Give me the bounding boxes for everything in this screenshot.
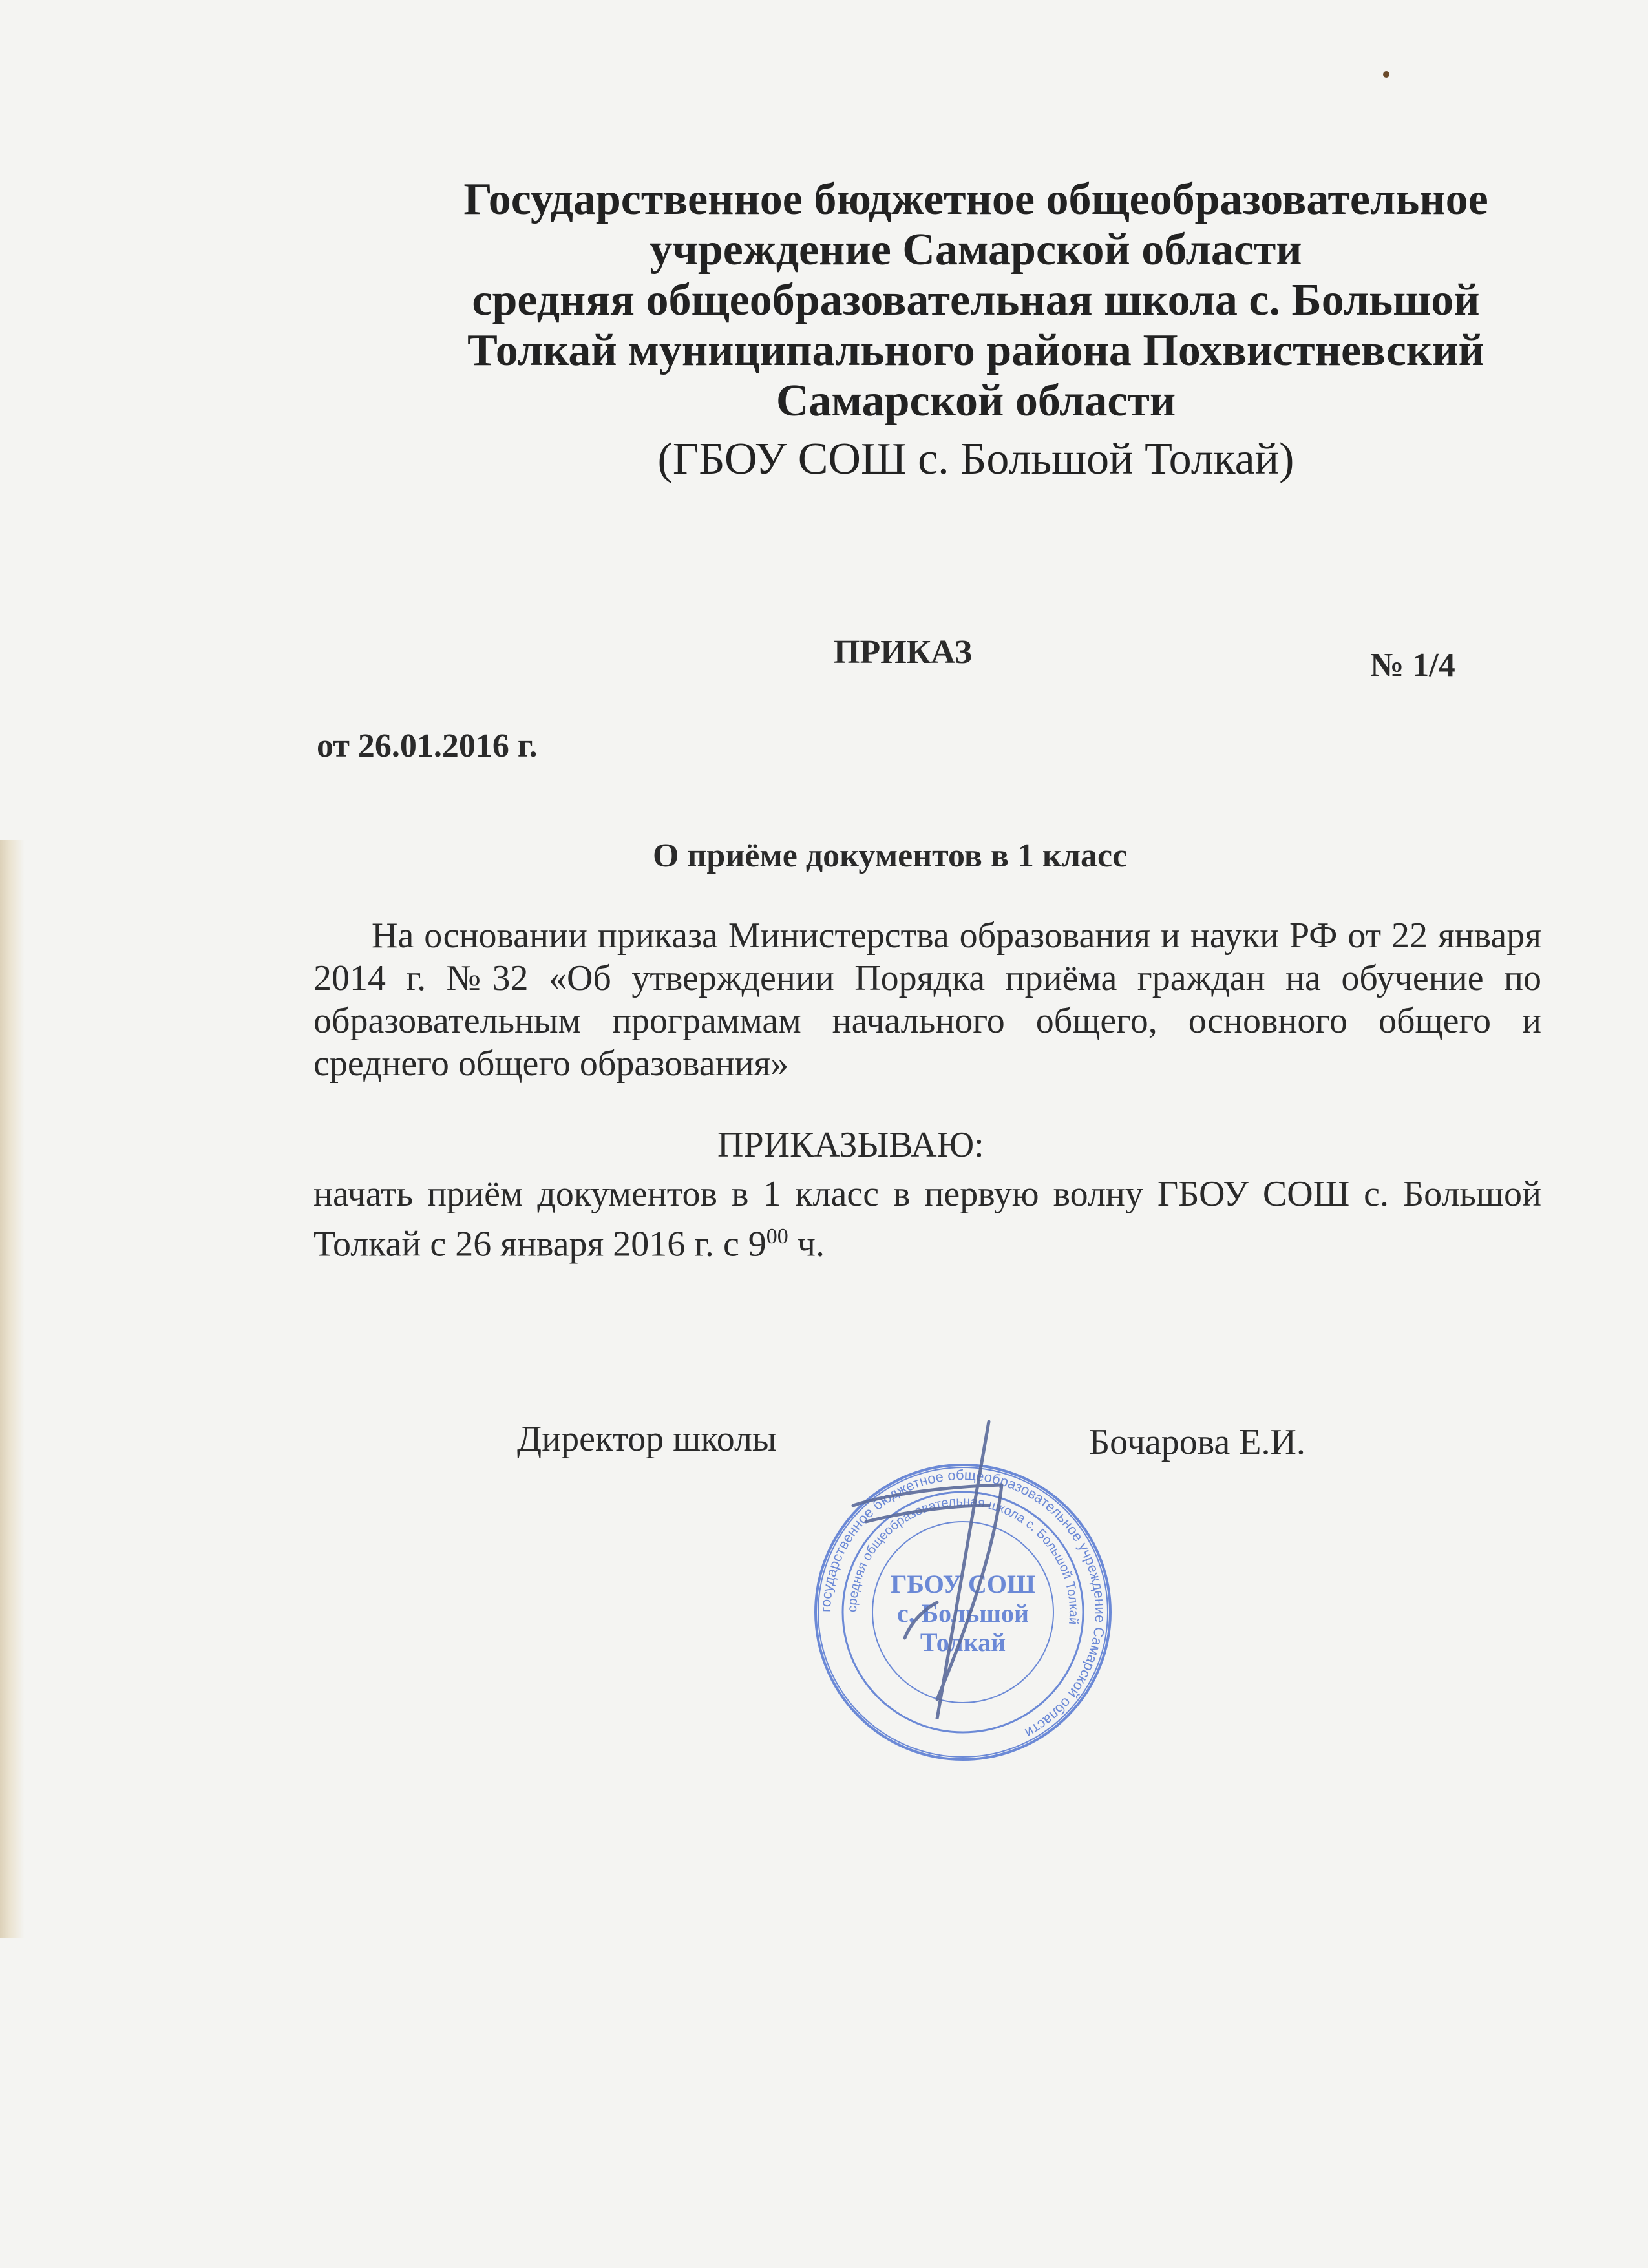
order-number: № 1/4 [1370,647,1455,684]
header-line-4: Толкай муниципального района Похвистневский [467,326,1484,375]
header-abbreviation: (ГБОУ СОШ с. Большой Толкай) [657,434,1294,484]
order-subject: О приёме документов в 1 класс [653,837,1128,874]
header-line-3: средняя общеобразовательная школа с. Большой [472,275,1480,325]
order-title: ПРИКАЗ [834,634,973,671]
decision-suffix: ч. [788,1224,825,1265]
header-line-5: Самарской области [776,376,1176,426]
header-line-1: Государственное бюджетное общеобразовательное [463,174,1488,224]
paper-speck [1383,71,1389,78]
stamp-center-line-3: Толкай [920,1628,1006,1657]
director-signature [840,1409,1047,1719]
stamp-center-line-2: с. Большой [896,1599,1030,1628]
order-basis-paragraph: На основании приказа Министерства образования и науки РФ от 22 января 2014 г. №32 «Об утверждении Порядка приёма граждан на обучение по образовательным программам начального общего, основного общего и среднего общего образования» [313,916,1541,1084]
institution-header [362,174,1590,485]
decision-text: начать приём документов в 1 класс в первую волну ГБОУ СОШ с. Большой Толкай с 26 января 2016 г. с 9 [313,1174,1541,1265]
order-date: от 26.01.2016 г. [317,728,538,764]
stamp-outer-text: государственное бюджетное общеобразовательное учреждение Самарской области [817,1466,1109,1741]
header-line-2: учреждение Самарской области [650,225,1302,275]
stamp-center-line-1: ГБОУ СОШ [891,1570,1035,1599]
order-decision [313,1173,1541,1266]
decision-time-superscript: 00 [766,1224,788,1248]
signatory-role: Директор школы [517,1419,777,1459]
stamp-inner-text: средняя общеобразовательная школа с. Большой Толкай [845,1494,1081,1626]
paper-edge-stain [0,840,25,1938]
order-directive-word: ПРИКАЗЫВАЮ: [717,1125,984,1165]
signatory-name: Бочарова Е.И. [1089,1422,1305,1462]
